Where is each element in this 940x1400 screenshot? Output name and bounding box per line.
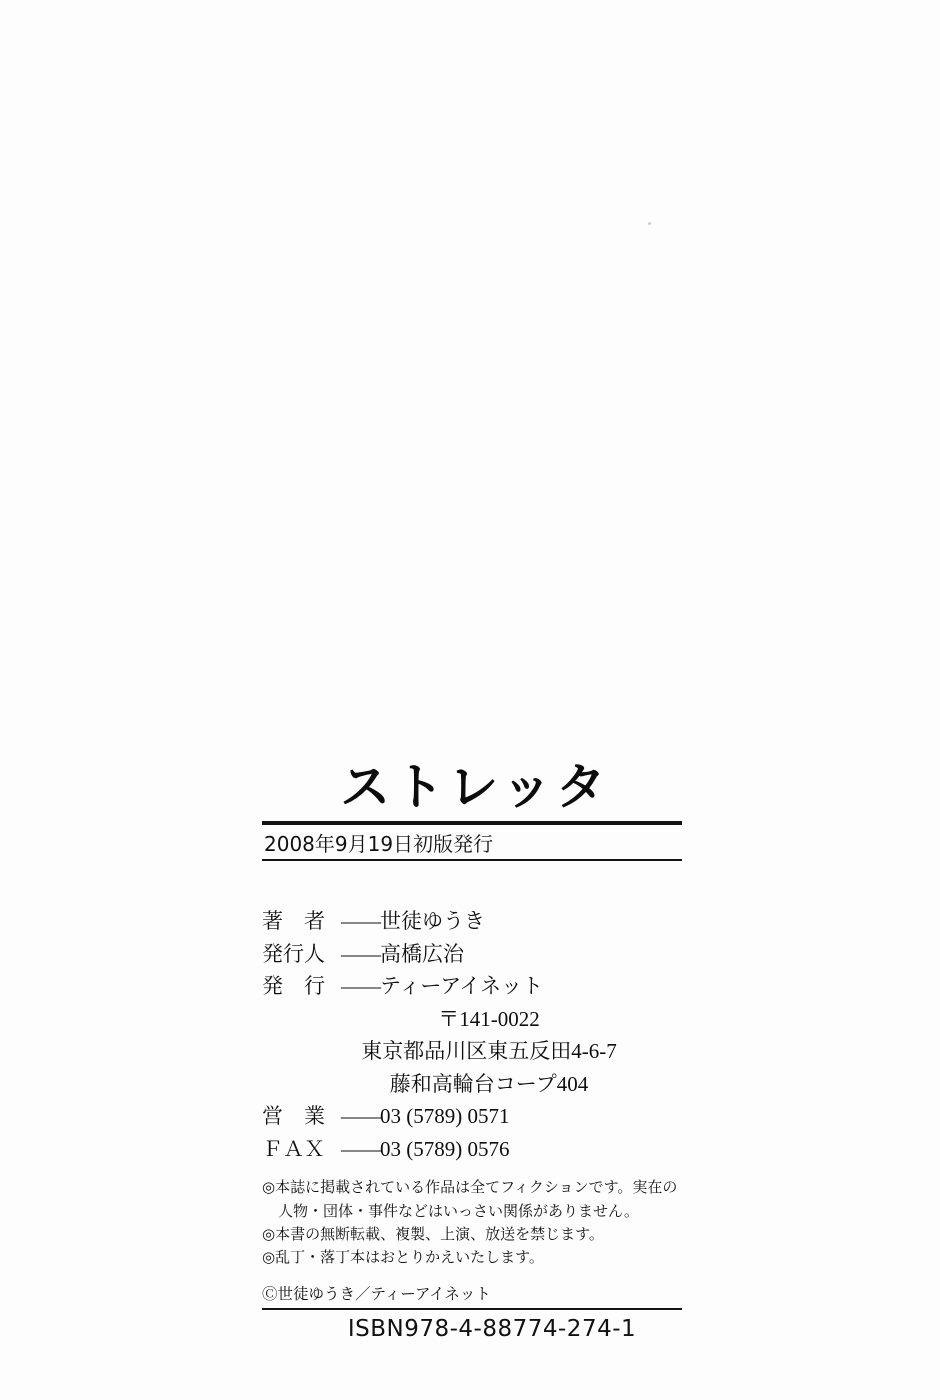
contact-label-fax: ＦＡＸ — [262, 1136, 325, 1161]
legal-note-line-4: ◎乱丁・落丁本はおとりかえいたします。 — [262, 1250, 544, 1267]
scan-speck — [648, 222, 651, 225]
credit-dash-author: —— — [341, 909, 379, 933]
contact-dash-sales: —— — [341, 1104, 379, 1129]
credit-dash-publisher-person: —— — [341, 941, 379, 966]
contact-row-fax — [262, 1133, 682, 1166]
contact-row-sales — [262, 1100, 682, 1133]
publication-date: 2008年9月19日初版発行 — [264, 832, 494, 856]
legal-note-line-2: 人物・団体・事件などはいっさい関係がありません。 — [278, 1203, 639, 1220]
contact-dash-fax: —— — [341, 1136, 379, 1161]
credit-dash-publisher: —— — [341, 974, 379, 999]
divider-thin-top — [262, 859, 682, 861]
contact-value-sales: 03 (5789) 0571 — [380, 1104, 510, 1129]
credit-label-publisher: 発 行 — [262, 974, 325, 999]
contact-value-fax: 03 (5789) 0576 — [380, 1136, 510, 1161]
isbn-number: ISBN978-4-88774-274-1 — [347, 1316, 637, 1343]
credit-label-publisher-person: 発行人 — [262, 941, 325, 966]
credit-label-author: 著 者 — [262, 909, 325, 933]
credit-value-publisher-person: 高橋広治 — [380, 941, 464, 966]
credit-value-publisher: ティーアイネット — [380, 974, 544, 999]
address-building: 藤和高輪台コープ404 — [389, 1071, 589, 1096]
legal-note-line-3: ◎本書の無断転載、複製、上演、放送を禁じます。 — [262, 1226, 604, 1243]
legal-note-line-1: ◎本誌に掲載されている作品は全てフィクションです。実在の — [262, 1180, 678, 1197]
legal-notes — [262, 1177, 682, 1270]
credit-row-publisher — [262, 970, 682, 1003]
divider-thin-bottom — [262, 1308, 682, 1310]
copyright-line: Ⓒ世徒ゆうき／ティーアイネット — [262, 1286, 491, 1304]
divider-thick — [262, 821, 682, 825]
credit-row-author — [262, 905, 682, 938]
credit-value-author: 世徒ゆうき — [380, 909, 485, 933]
address-street: 東京都品川区東五反田4-6-7 — [361, 1039, 617, 1064]
book-title: ストレッタ — [340, 758, 610, 816]
contact-label-sales: 営 業 — [262, 1104, 325, 1129]
colophon-block — [262, 760, 682, 1342]
credits-list — [262, 905, 682, 1165]
credit-row-publisher-person — [262, 938, 682, 971]
address-postal-code: 〒141-0022 — [438, 1006, 540, 1031]
